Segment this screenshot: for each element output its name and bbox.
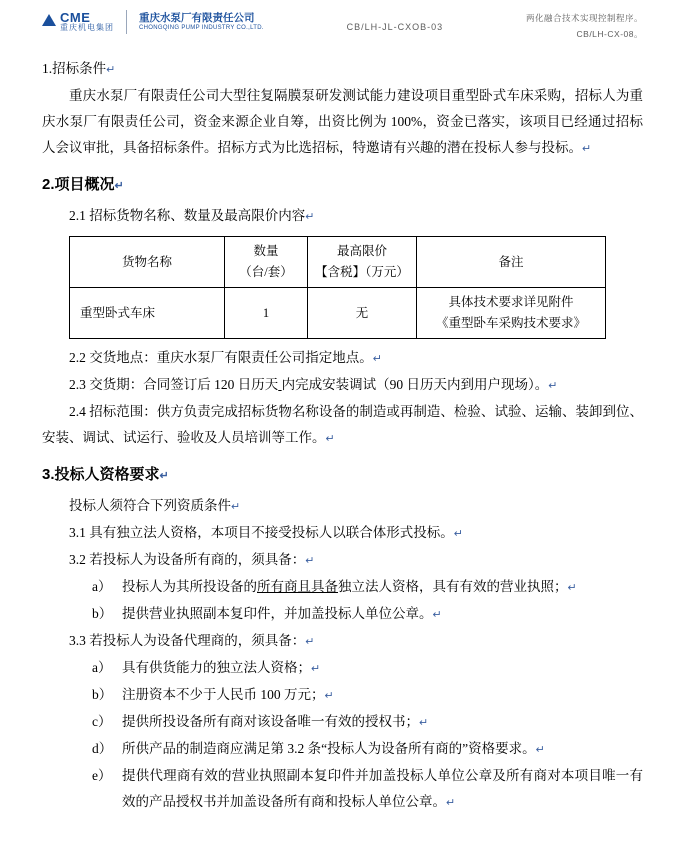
pilcrow-icon: ↵	[311, 663, 321, 675]
document-header	[42, 0, 643, 56]
logo-cme-text: CME	[60, 10, 91, 26]
list-item-text: 提供所投设备所有商对该设备唯一有效的授权书；↵	[122, 714, 429, 729]
underline-text-2: 所有商且具备	[257, 579, 338, 594]
section-1-title: 1.招标条件↵	[42, 61, 116, 76]
pilcrow-icon: ↵	[106, 64, 116, 76]
table-cell-qty: 1	[225, 288, 308, 339]
section-3-lead: 投标人须符合下列资质条件↵	[69, 498, 241, 513]
list-item	[42, 736, 643, 763]
section-3-title: 3.投标人资格要求↵	[42, 466, 169, 483]
logo-divider	[126, 10, 127, 34]
section-3-2-heading: 3.2 若投标人为设备所有商的，须具备：↵	[69, 552, 315, 567]
table-header-price: 最高限价 【含税】（万元）	[308, 237, 417, 288]
company-logo	[42, 10, 264, 34]
section-2-title: 2.项目概况↵	[42, 176, 124, 193]
pilcrow-icon: ↵	[446, 797, 456, 809]
list-item-text: 具有供货能力的独立法人资格；↵	[122, 660, 321, 675]
table-header-qty: 数量 （台/套）	[225, 237, 308, 288]
pilcrow-icon: ↵	[305, 555, 315, 567]
header-right-line2: CB/LH-CX-08。	[576, 29, 643, 40]
cme-logo-icon	[42, 11, 114, 33]
bid-items-table	[69, 236, 606, 339]
list-item-label: b）	[92, 606, 113, 621]
list-item	[42, 682, 643, 709]
list-item-label: e）	[92, 768, 112, 783]
list-item	[42, 601, 643, 628]
list-item-text: 投标人为其所投设备的所有商且具备独立法人资格，具有有效的营业执照；↵	[122, 579, 577, 594]
company-name-en: CHONGQING PUMP INDUSTRY CO.,LTD.	[139, 24, 264, 31]
triangle-icon	[42, 14, 56, 26]
list-item-label: c）	[92, 714, 112, 729]
list-item-text: 注册资本不少于人民币 100 万元；↵	[122, 687, 334, 702]
table-header-note: 备注	[417, 237, 606, 288]
section-2-2: 2.2 交货地点：重庆水泵厂有限责任公司指定地点。↵	[69, 350, 382, 365]
pilcrow-icon: ↵	[114, 180, 124, 192]
pilcrow-icon: ↵	[305, 636, 315, 648]
list-item-label: a）	[92, 579, 112, 594]
list-item-label: d）	[92, 741, 113, 756]
list-item	[42, 574, 643, 601]
list-item	[42, 709, 643, 736]
section-3-3-heading: 3.3 若投标人为设备代理商的，须具备：↵	[69, 633, 315, 648]
pilcrow-icon: ↵	[231, 501, 241, 513]
table-cell-name: 重型卧式车床	[70, 288, 225, 339]
header-right-line1: 两化融合技术实现控制程序。	[525, 13, 643, 23]
table-cell-note: 具体技术要求详见附件 《重型卧车采购技术要求》	[417, 288, 606, 339]
header-right-block	[526, 10, 643, 42]
list-item-label: a）	[92, 660, 112, 675]
logo-cme-cn: 重庆机电集团	[60, 23, 114, 33]
pilcrow-icon: ↵	[372, 353, 382, 365]
pilcrow-icon: ↵	[305, 211, 315, 223]
company-name-cn: 重庆水泵厂有限责任公司	[139, 11, 255, 24]
list-item-text: 提供营业执照副本复印件，并加盖投标人单位公章。↵	[122, 606, 442, 621]
list-item-text: 所供产品的制造商应满足第 3.2 条“投标人为设备所有商的”资格要求。↵	[122, 741, 545, 756]
section-2-3: 2.3 交货期：合同签订后 120 日历天 内完成安装调试（90 日历天内到用户现场）。↵	[69, 377, 558, 392]
document-code: CB/LH-JL-CXOB-03	[346, 22, 444, 32]
section-3-1: 3.1 具有独立法人资格，本项目不接受投标人以联合体形式投标。↵	[69, 525, 463, 540]
list-item	[42, 763, 643, 816]
table-header-name: 货物名称	[70, 237, 225, 288]
section-2-4: 2.4 招标范围：供方负责完成招标货物名称设备的制造或再制造、检验、试验、运输、装卸到位、安装、调试、试运行、验收及人员培训等工作。↵	[42, 404, 643, 445]
pilcrow-icon: ↵	[324, 690, 334, 702]
pilcrow-icon: ↵	[548, 380, 558, 392]
pilcrow-icon: ↵	[419, 717, 429, 729]
list-item	[42, 655, 643, 682]
pilcrow-icon: ↵	[159, 470, 169, 482]
section-2-1-heading: 2.1 招标货物名称、数量及最高限价内容↵	[69, 208, 315, 223]
table-header-row	[70, 237, 606, 288]
pilcrow-icon: ↵	[567, 582, 577, 594]
pilcrow-icon: ↵	[453, 528, 463, 540]
table-row	[70, 288, 606, 339]
section-1-paragraph: 重庆水泵厂有限责任公司大型往复隔膜泵研发测试能力建设项目重型卧式车床采购，招标人为重庆水泵厂有限责任公司，资金来源企业自筹，出资比例为 100%，资金已落实，该项目已经通过招标人会议审批，具备招标条件。招标方式为比选招标，特邀请有兴趣的潜在投标人参与投标。↵	[42, 88, 643, 155]
pilcrow-icon: ↵	[535, 744, 545, 756]
pilcrow-icon: ↵	[432, 609, 442, 621]
list-item-text: 提供代理商有效的营业执照副本复印件并加盖投标人单位公章及所有商对本项目唯一有效的产品授权书并加盖设备所有商和投标人单位公章。↵	[122, 768, 643, 809]
list-item-label: b）	[92, 687, 113, 702]
pilcrow-icon: ↵	[582, 143, 592, 155]
pilcrow-icon: ↵	[325, 433, 335, 445]
table-cell-price: 无	[308, 288, 417, 339]
